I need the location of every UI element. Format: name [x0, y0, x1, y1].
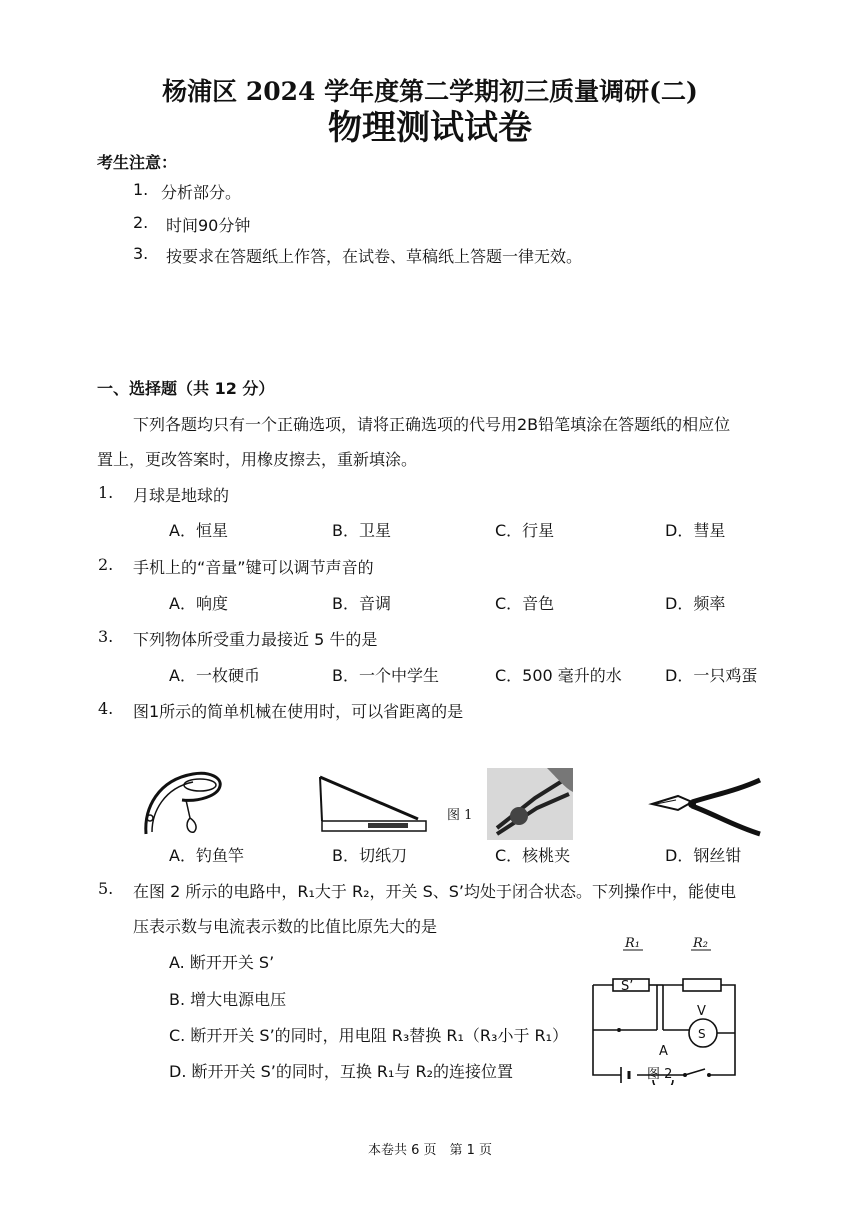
- option-b: B．音调: [332, 594, 391, 613]
- notice-heading: 考生注意：: [97, 153, 178, 172]
- ammeter-label: A: [659, 1044, 668, 1059]
- section-instruction: 置上，更改答案时，用橡皮擦去，重新填涂。: [97, 450, 418, 469]
- question-text: 在图 2 所示的电路中，R₁大于 R₂，开关 S、S’均处于闭合状态。下列操作中，能使电: [133, 882, 736, 901]
- notice-item-text: 分析部分。: [161, 183, 242, 202]
- option-d: D. 断开开关 S’的同时，互换 R₁与 R₂的连接位置: [169, 1062, 514, 1081]
- option-c: C．500 毫升的水: [495, 666, 622, 685]
- option-d: D．钢丝钳: [665, 846, 742, 865]
- figure-1-label: 图 1: [447, 808, 473, 823]
- question-text: 月球是地球的: [133, 486, 230, 505]
- figure-2-label: 图 2: [647, 1067, 673, 1082]
- option-a: A．钓鱼竿: [169, 846, 244, 865]
- option-a: A．一枚硬币: [169, 666, 260, 685]
- question-text: 图1所示的简单机械在使用时，可以省距离的是: [133, 702, 464, 721]
- exam-subtitle: 物理测试试卷: [328, 108, 532, 148]
- question-number: 3.: [98, 627, 114, 646]
- notice-item-num: 2.: [133, 213, 149, 232]
- r1-label: R₁: [625, 936, 640, 951]
- question-text: 下列物体所受重力最接近 5 牛的是: [133, 630, 378, 649]
- option-d: D．彗星: [665, 521, 726, 540]
- question-number: 2.: [98, 555, 114, 574]
- option-c: C. 断开开关 S’的同时，用电阻 R₃替换 R₁（R₃小于 R₁）: [169, 1026, 569, 1045]
- question-number: 1.: [98, 483, 114, 502]
- question-text: 压表示数与电流表示数的比值比原先大的是: [133, 917, 438, 936]
- page-footer: 本卷共 6 页 第 1 页: [367, 1143, 493, 1158]
- option-a: A．恒星: [169, 521, 228, 540]
- question-number: 5.: [98, 879, 114, 898]
- r2-label: R₂: [693, 936, 708, 951]
- fishing-rod-image: [138, 768, 228, 840]
- option-b: B．一个中学生: [332, 666, 439, 685]
- option-b: B．切纸刀: [332, 846, 407, 865]
- option-b: B. 增大电源电压: [169, 990, 287, 1009]
- circuit-diagram: [585, 935, 745, 1085]
- section-instruction: 下列各题均只有一个正确选项，请将正确选项的代号用2B铅笔填涂在答题纸的相应位: [133, 415, 731, 434]
- notice-item-num: 1.: [133, 180, 149, 199]
- option-a: A．响度: [169, 594, 228, 613]
- notice-item-num: 3.: [133, 244, 149, 263]
- voltmeter-label: V: [697, 1004, 706, 1019]
- switch-s-label: S: [698, 1027, 706, 1041]
- option-c: C．行星: [495, 521, 555, 540]
- option-b: B．卫星: [332, 521, 391, 540]
- paper-cutter-image: [318, 773, 430, 835]
- question-text: 手机上的“音量”键可以调节声音的: [133, 558, 374, 577]
- question-number: 4.: [98, 699, 114, 718]
- option-a: A. 断开开关 S’: [169, 953, 275, 972]
- switch-prime-label: S’: [621, 979, 634, 994]
- section-heading: 一、选择题（共 12 分）: [97, 379, 275, 398]
- option-c: C．音色: [495, 594, 555, 613]
- exam-title: 杨浦区 2024 学年度第二学期初三质量调研(二): [162, 77, 698, 106]
- notice-item-text: 时间90分钟: [166, 216, 251, 235]
- notice-item-text: 按要求在答题纸上作答，在试卷、草稿纸上答题一律无效。: [166, 247, 583, 266]
- option-d: D．频率: [665, 594, 726, 613]
- pliers-image: [648, 776, 763, 838]
- nutcracker-image: [487, 768, 573, 840]
- option-d: D．一只鸡蛋: [665, 666, 758, 685]
- option-c: C．核桃夹: [495, 846, 571, 865]
